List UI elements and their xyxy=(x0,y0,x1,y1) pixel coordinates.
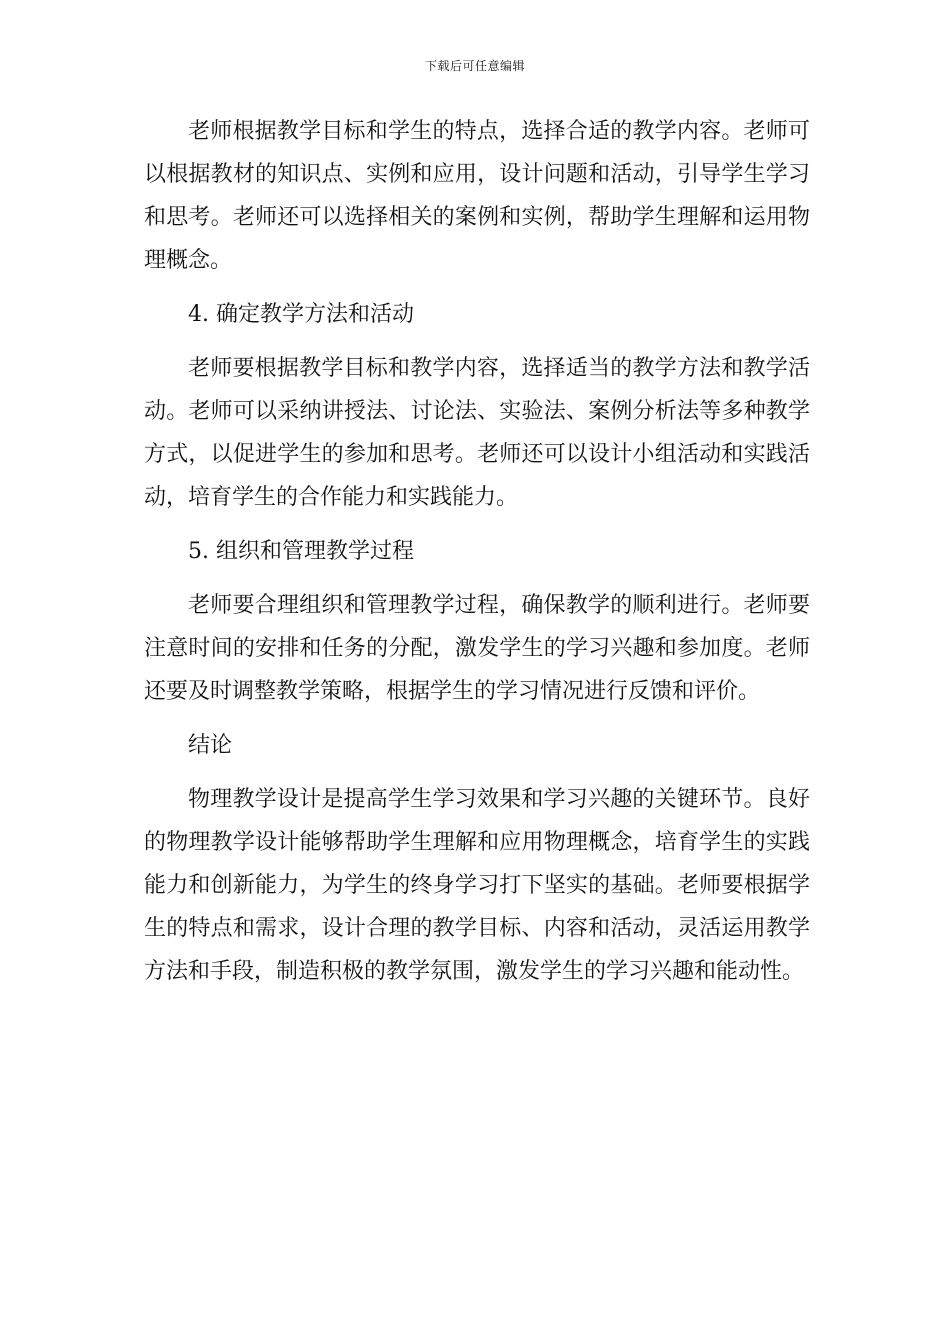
page-header: 下载后可任意编辑 xyxy=(424,59,525,73)
document-body xyxy=(144,110,810,1004)
paragraph-teaching-content: 老师根据教学目标和学生的特点，选择合适的教学内容。老师可以根据教材的知识点、实例和应用，设计问题和活动，引导学生学习和思考。老师还可以选择相关的案例和实例，帮助学生理解和运用物理概念。 xyxy=(144,119,810,273)
section-heading-conclusion: 结论 xyxy=(188,733,233,758)
paragraph-teaching-process: 老师要合理组织和管理教学过程，确保教学的顺利进行。老师要注意时间的安排和任务的分配，激发学生的学习兴趣和参加度。老师还要及时调整教学策略，根据学生的学习情况进行反馈和评价。 xyxy=(144,593,810,704)
paragraph-conclusion: 物理教学设计是提高学生学习效果和学习兴趣的关键环节。良好的物理教学设计能够帮助学生理解和应用物理概念，培育学生的实践能力和创新能力，为学生的终身学习打下坚实的基础。老师要根据学生的特点和需求，设计合理的教学目标、内容和活动，灵活运用教学方法和手段，制造积极的教学氛围，激发学生的学习兴趣和能动性。 xyxy=(144,787,810,984)
paragraph-teaching-methods: 老师要根据教学目标和教学内容，选择适当的教学方法和教学活动。老师可以采纳讲授法、讨论法、实验法、案例分析法等多种教学方式，以促进学生的参加和思考。老师还可以设计小组活动和实践活动，培育学生的合作能力和实践能力。 xyxy=(144,356,810,510)
section-heading-methods: 4. 确定教学方法和活动 xyxy=(188,302,414,327)
section-heading-process: 5. 组织和管理教学过程 xyxy=(188,539,414,564)
